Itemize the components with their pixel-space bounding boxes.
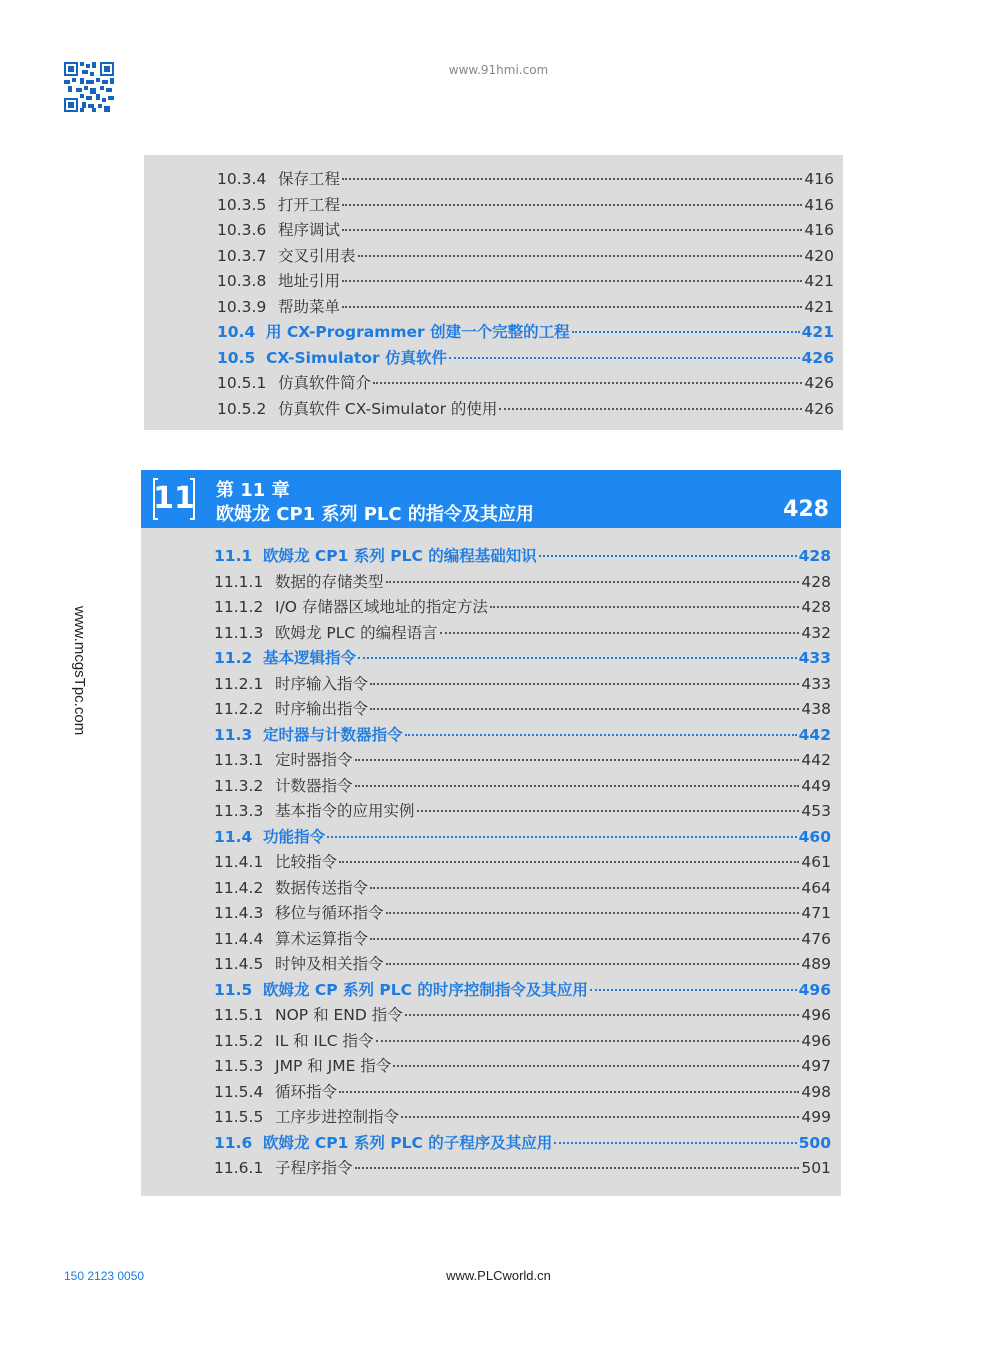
chapter-header — [141, 470, 841, 528]
toc-entry-page: 461 — [801, 853, 831, 871]
chapter-number: 11 — [153, 481, 195, 516]
toc-entry-number: 11.1.2 — [214, 598, 264, 616]
toc-entry-page: 433 — [798, 649, 831, 667]
toc-leader-dots — [358, 657, 797, 659]
toc-entry-page: 499 — [801, 1108, 831, 1126]
toc-entry-number: 11.6.1 — [214, 1159, 264, 1177]
toc-entry[interactable] — [214, 952, 831, 978]
toc-entry-title: 计数器指令 — [275, 776, 353, 795]
toc-entry[interactable] — [214, 774, 831, 800]
toc-entry-page: 428 — [801, 572, 831, 591]
chapter-page: 428 — [783, 497, 829, 522]
toc-entry-page: 432 — [801, 623, 831, 642]
toc-entry-number: 11.3.2 — [214, 776, 264, 795]
toc-leader-dots — [572, 331, 800, 333]
toc-entry-page: 438 — [801, 700, 831, 718]
toc-entry-page: 453 — [801, 802, 831, 820]
toc-leader-dots — [554, 1142, 796, 1144]
toc-entry-title: 帮助菜单 — [278, 297, 341, 316]
toc-leader-dots — [539, 555, 797, 557]
toc-leader-dots — [393, 1065, 799, 1067]
toc-entry-number: 11.4.2 — [214, 878, 264, 897]
toc-entry-title: 定时器与计数器指令 — [263, 725, 403, 744]
toc-entry[interactable] — [214, 748, 831, 774]
toc-entry-title: 定时器指令 — [275, 751, 353, 769]
toc-entry[interactable] — [217, 295, 834, 321]
toc-entry-title: 时钟及相关指令 — [275, 955, 384, 973]
toc-leader-dots — [342, 178, 802, 180]
toc-entry-title: 比较指令 — [275, 853, 338, 871]
toc-entry-page: 460 — [798, 827, 831, 846]
toc-entry-title: 用 CX-Programmer 创建一个完整的工程 — [266, 323, 570, 341]
toc-leader-dots — [386, 912, 800, 914]
toc-entry[interactable] — [217, 269, 834, 295]
toc-entry-page: 498 — [801, 1082, 831, 1101]
toc-entry-page: 476 — [801, 929, 831, 948]
toc-entry[interactable] — [214, 621, 831, 647]
toc-entry[interactable] — [214, 1156, 831, 1182]
toc-entry-number: 10.4 — [217, 323, 256, 341]
toc-leader-dots — [449, 357, 800, 359]
toc-entry[interactable] — [214, 927, 831, 953]
toc-entry-number: 11.6 — [214, 1133, 253, 1152]
toc-leader-dots — [386, 963, 800, 965]
toc-entry-title: 欧姆龙 PLC 的编程语言 — [275, 623, 438, 642]
toc-entry-title: 时序输入指令 — [275, 674, 369, 693]
toc-leader-dots — [405, 734, 797, 736]
toc-entry-page: 416 — [804, 221, 834, 239]
toc-section-entry[interactable] — [214, 825, 831, 851]
toc-entry[interactable] — [214, 850, 831, 876]
toc-leader-dots — [339, 861, 799, 863]
toc-entry-number: 11.2.2 — [214, 700, 264, 718]
toc-entry-title: 工序步进控制指令 — [275, 1108, 400, 1126]
toc-entry-page: 496 — [801, 1031, 831, 1050]
toc-entry-title: 欧姆龙 CP1 系列 PLC 的子程序及其应用 — [263, 1133, 553, 1152]
toc-entry-number: 11.3.1 — [214, 751, 264, 769]
toc-entry-title: 打开工程 — [278, 195, 341, 214]
toc-leader-dots — [339, 1091, 799, 1093]
toc-list — [214, 544, 831, 1182]
toc-entry-number: 11.3.3 — [214, 802, 264, 820]
toc-leader-dots — [370, 708, 799, 710]
toc-entry-number: 11.4.4 — [214, 929, 264, 948]
toc-leader-dots — [386, 581, 800, 583]
toc-entry-title: JMP 和 JME 指令 — [275, 1057, 392, 1075]
toc-entry[interactable] — [214, 876, 831, 902]
toc-entry-number: 10.3.5 — [217, 195, 267, 214]
chapter-title: 欧姆龙 CP1 系列 PLC 的指令及其应用 — [216, 504, 534, 525]
toc-section-entry[interactable] — [217, 320, 834, 346]
toc-entry-title: I/O 存储器区域地址的指定方法 — [275, 598, 488, 616]
toc-entry-page: 433 — [801, 674, 831, 693]
toc-entry-title: 仿真软件简介 — [278, 374, 372, 392]
toc-leader-dots — [358, 255, 803, 257]
toc-entry[interactable] — [214, 799, 831, 825]
toc-entry-page: 416 — [804, 170, 834, 188]
toc-entry-page: 449 — [801, 776, 831, 795]
toc-entry-title: 子程序指令 — [275, 1159, 353, 1177]
toc-entry[interactable] — [217, 244, 834, 270]
toc-entry[interactable] — [217, 167, 834, 193]
toc-leader-dots — [417, 810, 800, 812]
footer-phone: 150 2123 0050 — [64, 1269, 145, 1283]
toc-entry-title: 数据的存储类型 — [275, 572, 384, 591]
toc-entry-page: 421 — [801, 323, 834, 341]
toc-entry-number: 11.1.1 — [214, 572, 264, 591]
toc-entry-page: 497 — [801, 1057, 831, 1075]
toc-entry-number: 11.4 — [214, 827, 253, 846]
toc-entry-number: 11.2 — [214, 649, 253, 667]
toc-entry-page: 496 — [801, 1006, 831, 1024]
toc-panel-chapter-10 — [144, 155, 843, 430]
toc-entry-title: 欧姆龙 CP 系列 PLC 的时序控制指令及其应用 — [263, 980, 588, 999]
toc-section-entry[interactable] — [214, 978, 831, 1004]
toc-entry[interactable] — [217, 218, 834, 244]
toc-entry-page: 428 — [801, 598, 831, 616]
toc-leader-dots — [342, 280, 802, 282]
header-site: www.91hmi.com — [448, 63, 549, 77]
toc-entry-number: 11.5.1 — [214, 1006, 264, 1024]
toc-entry-title: 仿真软件 CX-Simulator 的使用 — [278, 399, 498, 418]
toc-leader-dots — [370, 938, 799, 940]
footer-site: www.PLCworld.cn — [446, 1268, 551, 1283]
toc-leader-dots — [342, 204, 802, 206]
toc-entry-title: 算术运算指令 — [275, 929, 369, 948]
toc-entry-title: 基本指令的应用实例 — [275, 802, 415, 820]
toc-entry-page: 428 — [798, 547, 831, 565]
toc-entry-title: 时序输出指令 — [275, 700, 369, 718]
toc-entry-page: 464 — [801, 878, 831, 897]
toc-entry-title: 功能指令 — [263, 827, 326, 846]
toc-entry-title: 交叉引用表 — [278, 246, 356, 265]
toc-entry-number: 10.5.2 — [217, 399, 267, 418]
toc-entry-number: 11.4.5 — [214, 955, 264, 973]
toc-leader-dots — [355, 759, 800, 761]
toc-entry[interactable] — [214, 1105, 831, 1131]
toc-leader-dots — [327, 836, 797, 838]
toc-section-entry[interactable] — [217, 346, 834, 372]
toc-entry-title: 数据传送指令 — [275, 878, 369, 897]
toc-entry-page: 421 — [804, 272, 834, 290]
toc-entry[interactable] — [214, 1080, 831, 1106]
toc-entry-number: 11.5.3 — [214, 1057, 264, 1075]
toc-leader-dots — [355, 1167, 800, 1169]
toc-leader-dots — [342, 306, 802, 308]
toc-entry-page: 426 — [804, 374, 834, 392]
chapter-label: 第 11 章 — [216, 480, 290, 501]
toc-entry-number: 10.3.7 — [217, 246, 267, 265]
toc-entry-page: 426 — [801, 348, 834, 367]
toc-entry[interactable] — [214, 1003, 831, 1029]
toc-entry[interactable] — [214, 901, 831, 927]
toc-section-entry[interactable] — [214, 1131, 831, 1157]
toc-leader-dots — [373, 382, 802, 384]
toc-leader-dots — [342, 229, 802, 231]
toc-leader-dots — [499, 408, 802, 410]
toc-entry-title: 程序调试 — [278, 221, 341, 239]
toc-entry-number: 11.4.1 — [214, 853, 264, 871]
toc-entry-page: 442 — [798, 725, 831, 744]
toc-section-entry[interactable] — [214, 544, 831, 570]
toc-entry-page: 420 — [804, 246, 834, 265]
toc-entry[interactable] — [214, 672, 831, 698]
toc-entry-number: 10.3.8 — [217, 272, 267, 290]
toc-leader-dots — [370, 887, 799, 889]
toc-entry[interactable] — [214, 1054, 831, 1080]
toc-entry-number: 11.5.2 — [214, 1031, 264, 1050]
toc-leader-dots — [405, 1014, 800, 1016]
toc-entry-page: 442 — [801, 751, 831, 769]
toc-entry-title: 保存工程 — [278, 170, 341, 188]
toc-entry-number: 11.5.5 — [214, 1108, 264, 1126]
toc-entry-number: 10.5.1 — [217, 374, 267, 392]
toc-leader-dots — [440, 632, 800, 634]
toc-leader-dots — [376, 1040, 800, 1042]
toc-entry-title: NOP 和 END 指令 — [275, 1006, 403, 1024]
toc-entry[interactable] — [217, 193, 834, 219]
toc-entry-number: 11.5 — [214, 980, 253, 999]
toc-entry-title: 循环指令 — [275, 1082, 338, 1101]
toc-entry-number: 11.4.3 — [214, 904, 264, 922]
toc-entry[interactable] — [214, 697, 831, 723]
toc-entry-title: 欧姆龙 CP1 系列 PLC 的编程基础知识 — [263, 547, 537, 565]
toc-entry-page: 489 — [801, 955, 831, 973]
toc-entry-number: 10.3.9 — [217, 297, 267, 316]
toc-entry-page: 416 — [804, 195, 834, 214]
toc-entry-number: 11.3 — [214, 725, 253, 744]
toc-panel-chapter-11 — [141, 528, 841, 1196]
toc-entry-number: 10.3.4 — [217, 170, 267, 188]
toc-entry-number: 11.1.3 — [214, 623, 264, 642]
toc-entry-page: 421 — [804, 297, 834, 316]
toc-leader-dots — [490, 606, 799, 608]
toc-leader-dots — [590, 989, 797, 991]
toc-entry-number: 11.2.1 — [214, 674, 264, 693]
toc-section-entry[interactable] — [214, 646, 831, 672]
toc-entry-title: IL 和 ILC 指令 — [275, 1031, 374, 1050]
toc-entry[interactable] — [214, 595, 831, 621]
toc-entry-page: 496 — [798, 980, 831, 999]
toc-entry-number: 10.5 — [217, 348, 256, 367]
toc-leader-dots — [401, 1116, 799, 1118]
toc-entry[interactable] — [214, 570, 831, 596]
toc-entry[interactable] — [214, 1029, 831, 1055]
toc-section-entry[interactable] — [214, 723, 831, 749]
toc-leader-dots — [355, 785, 800, 787]
toc-entry-page: 501 — [801, 1159, 831, 1177]
toc-entry-page: 471 — [801, 904, 831, 922]
side-site: www.mcgsTpc.com — [71, 606, 88, 736]
toc-list — [217, 167, 834, 422]
toc-entry-number: 11.5.4 — [214, 1082, 264, 1101]
toc-entry-number: 11.1 — [214, 547, 253, 565]
toc-entry[interactable] — [217, 397, 834, 423]
toc-entry-title: 地址引用 — [278, 272, 341, 290]
toc-entry[interactable] — [217, 371, 834, 397]
toc-entry-title: 基本逻辑指令 — [263, 649, 357, 667]
toc-entry-page: 500 — [798, 1133, 831, 1152]
toc-leader-dots — [370, 683, 799, 685]
toc-entry-title: 移位与循环指令 — [275, 904, 384, 922]
toc-entry-page: 426 — [804, 399, 834, 418]
toc-entry-number: 10.3.6 — [217, 221, 267, 239]
toc-entry-title: CX-Simulator 仿真软件 — [266, 348, 448, 367]
